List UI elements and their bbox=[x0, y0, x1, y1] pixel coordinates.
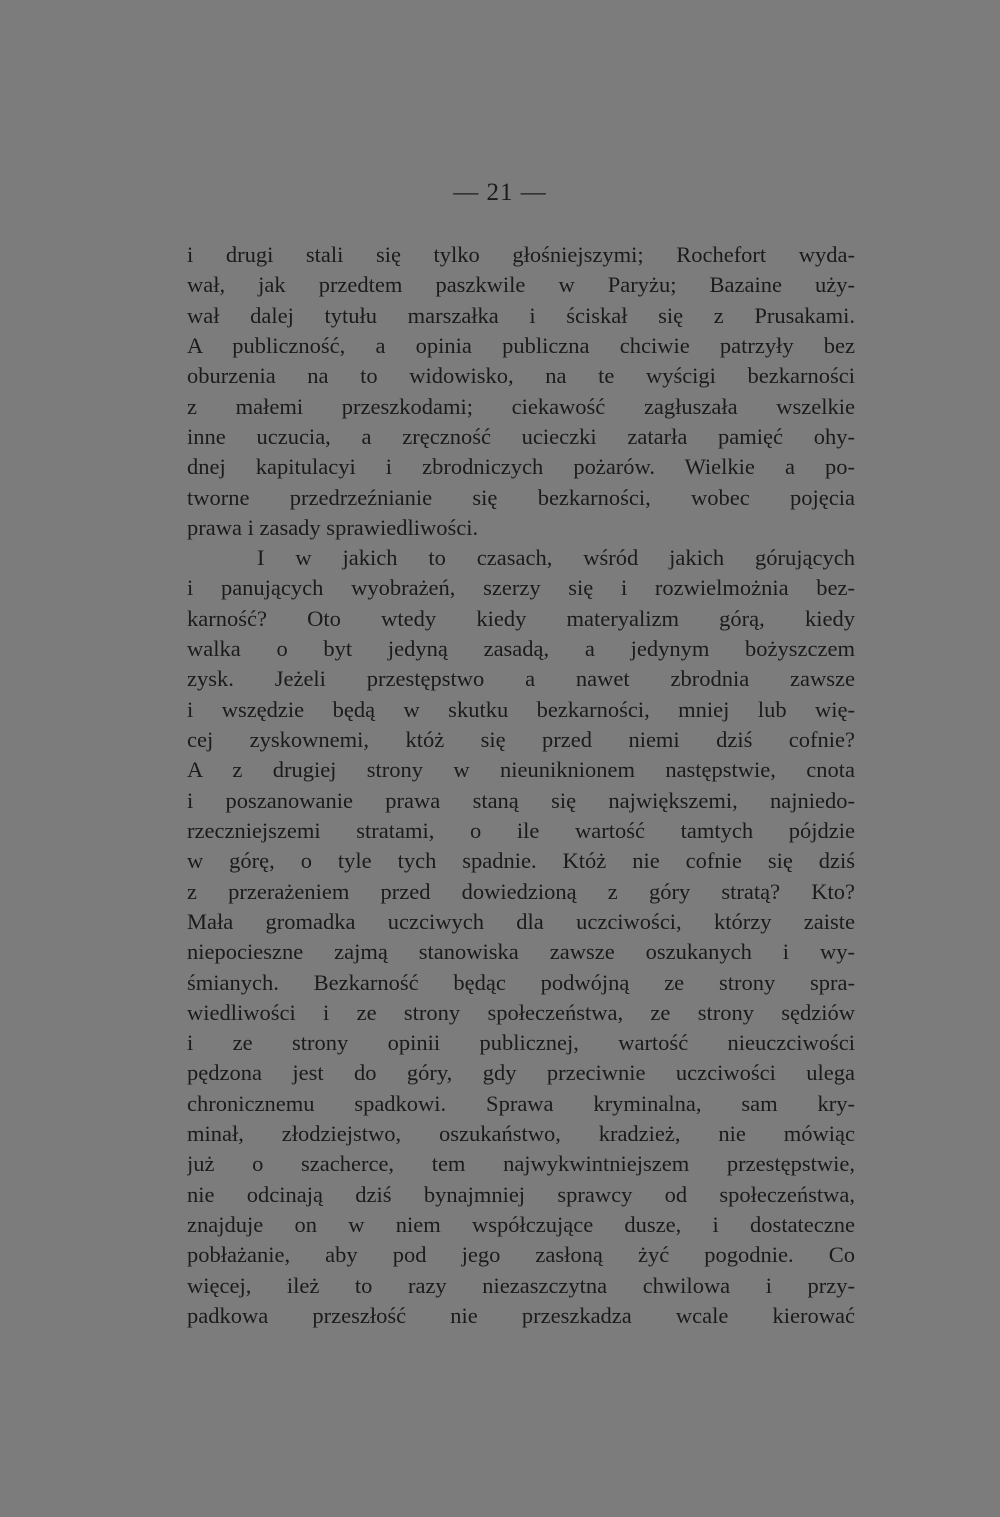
text-line: już o szacherce, tem najwykwintniejszem przestępstwie, bbox=[187, 1151, 855, 1177]
text-line: i wszędzie będą w skutku bezkarności, mniej lub wię- bbox=[187, 696, 855, 722]
text-line: wiedliwości i ze strony społeczeństwa, ze strony sędziów bbox=[187, 999, 855, 1025]
text-line: znajduje on w niem współczujące dusze, i dostateczne bbox=[187, 1212, 855, 1237]
text-line: inne uczucia, a zręczność ucieczki zatarła pamięć ohy- bbox=[187, 423, 855, 449]
text-line: chronicznemu spadkowi. Sprawa kryminalna, sam kry- bbox=[187, 1090, 855, 1116]
text-line: niepocieszne zajmą stanowiska zawsze oszukanych i wy- bbox=[187, 939, 855, 965]
text-line: Mała gromadka uczciwych dla uczciwości, którzy zaiste bbox=[187, 908, 855, 934]
text-line: więcej, ileż to razy niezaszczytna chwilowa i przy- bbox=[187, 1272, 855, 1298]
text-line: prawa i zasady sprawiedliwości. bbox=[187, 514, 479, 540]
page-number: — 21 — bbox=[453, 179, 547, 206]
text-line: z małemi przeszkodami; ciekawość zagłuszała wszelkie bbox=[187, 393, 855, 419]
text-line: karność? Oto wtedy kiedy materyalizm górą, kiedy bbox=[187, 605, 855, 631]
text-line: i poszanowanie prawa staną się największemi, najniedo- bbox=[187, 787, 855, 813]
text-line: oburzenia na to widowisko, na te wyścigi bezkarności bbox=[187, 363, 855, 389]
text-line: dnej kapitulacyi i zbrodniczych pożarów. Wielkie a po- bbox=[187, 454, 855, 480]
text-line: wał dalej tytułu marszałka i ściskał się z Prusakami. bbox=[187, 302, 855, 328]
text-line: padkowa przeszłość nie przeszkadza wcale kierować bbox=[187, 1302, 855, 1328]
text-line: i ze strony opinii publicznej, wartość nieuczciwości bbox=[187, 1030, 855, 1056]
text-line: z przerażeniem przed dowiedzioną z góry stratą? Kto? bbox=[187, 878, 855, 904]
text-line: cej zyskownemi, któż się przed niemi dziś cofnie? bbox=[187, 727, 855, 752]
text-line: zysk. Jeżeli przestępstwo a nawet zbrodnia zawsze bbox=[187, 666, 855, 692]
body-text bbox=[187, 240, 855, 1331]
text-line: rzeczniejszemi stratami, o ile wartość tamtych pójdzie bbox=[187, 817, 855, 843]
text-line: A z drugiej strony w nieuniknionem następstwie, cnota bbox=[187, 757, 855, 783]
text-line: pędzona jest do góry, gdy przeciwnie uczciwości ulega bbox=[187, 1060, 855, 1086]
text-line: nie odcinają dziś bynajmniej sprawcy od społeczeństwa, bbox=[187, 1181, 855, 1207]
text-line: i drugi stali się tylko głośniejszymi; Rochefort wyda- bbox=[187, 242, 855, 267]
text-line: tworne przedrzeźnianie się bezkarności, wobec pojęcia bbox=[187, 484, 855, 510]
text-line: pobłażanie, aby pod jego zasłoną żyć pogodnie. Co bbox=[187, 1242, 855, 1268]
text-line: minał, złodziejstwo, oszukaństwo, kradzież, nie mówiąc bbox=[187, 1121, 855, 1147]
text-line: A publiczność, a opinia publiczna chciwie patrzyły bez bbox=[187, 332, 855, 358]
text-line: walka o byt jedyną zasadą, a jedynym bożyszczem bbox=[187, 636, 855, 662]
text-line: w górę, o tyle tych spadnie. Któż nie cofnie się dziś bbox=[187, 848, 855, 874]
text-line: i panujących wyobrażeń, szerzy się i rozwielmożnia bez- bbox=[187, 575, 855, 601]
text-line: śmianych. Bezkarność będąc podwójną ze strony spra- bbox=[187, 969, 855, 995]
text-line: wał, jak przedtem paszkwile w Paryżu; Bazaine uży- bbox=[187, 272, 855, 298]
text-line: I w jakich to czasach, wśród jakich górujących bbox=[257, 545, 855, 571]
